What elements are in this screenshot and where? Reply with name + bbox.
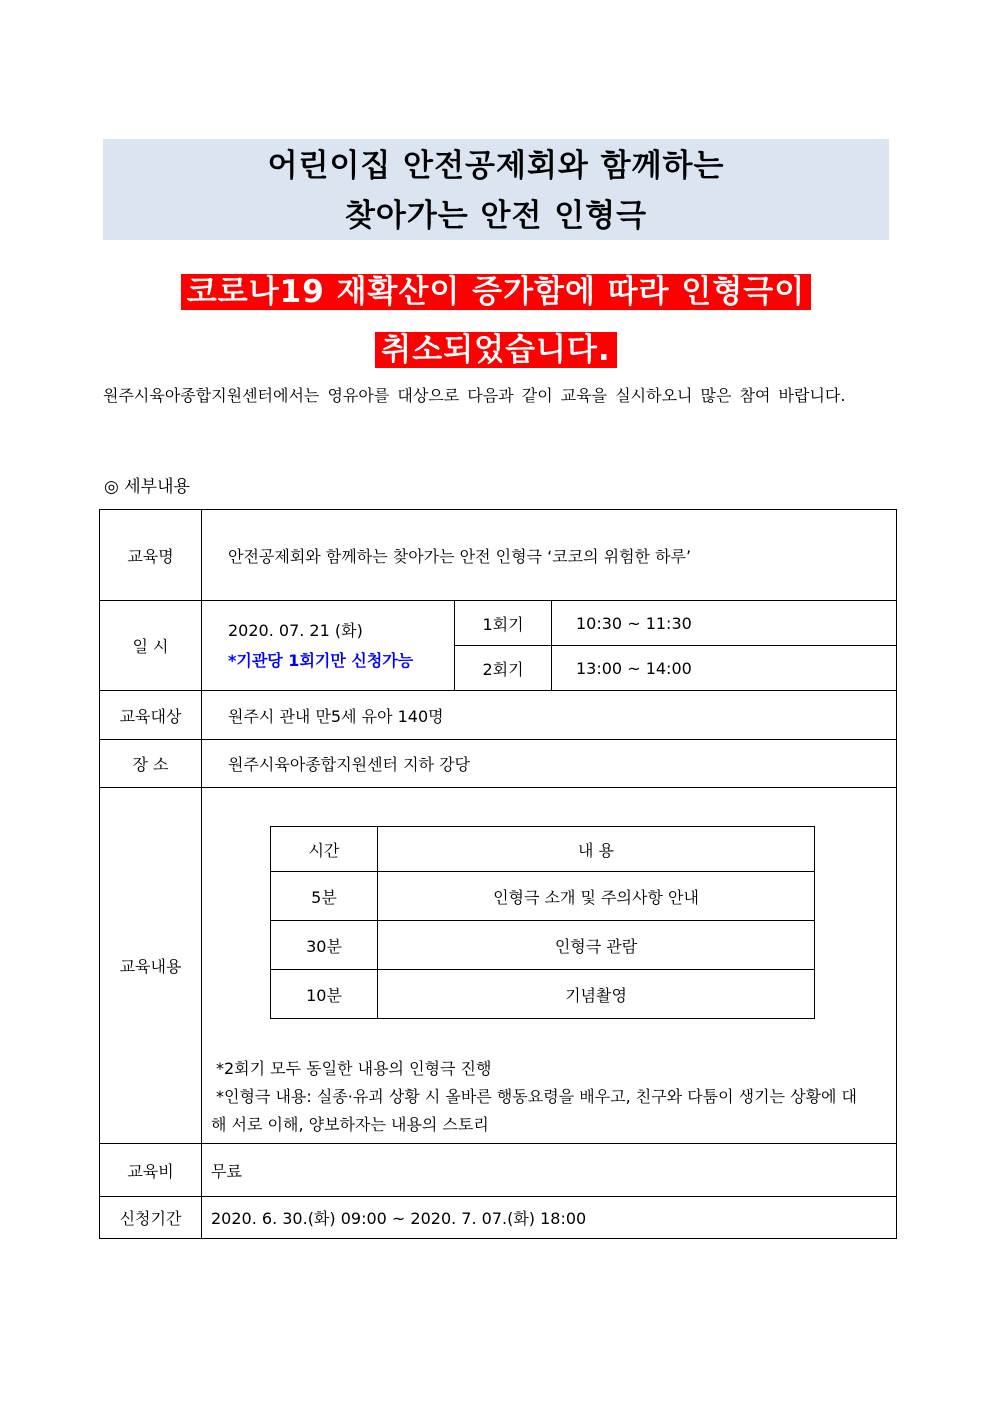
title-banner — [103, 139, 889, 240]
cancel-notice-text-2: 취소되었습니다. — [375, 332, 616, 368]
schedule-header-time: 시간 — [271, 827, 378, 872]
row-date-1 — [100, 601, 897, 646]
row-content — [100, 788, 897, 1144]
schedule-row-content: 기념촬영 — [378, 970, 815, 1019]
details-table — [99, 509, 897, 1239]
date-note: *기관당 1회기만 신청가능 — [228, 650, 414, 670]
date-cell — [202, 601, 455, 691]
session-2-time: 13:00 ~ 14:00 — [552, 646, 897, 691]
content-note-2: *인형극 내용: 실종·유괴 상황 시 올바른 행동요령을 배우고, 친구와 다툼이 생기는 상황에 대해 서로 이해, 양보하자는 내용의 스토리 — [211, 1087, 858, 1134]
content-cell — [202, 788, 897, 1144]
schedule-row — [271, 872, 815, 921]
schedule-row — [271, 970, 815, 1019]
section-heading: ◎ 세부내용 — [104, 477, 190, 497]
session-1-name: 1회기 — [455, 601, 552, 646]
session-2-name: 2회기 — [455, 646, 552, 691]
schedule-row-content: 인형극 소개 및 주의사항 안내 — [378, 872, 815, 921]
target-value: 원주시 관내 만5세 유아 140명 — [202, 691, 897, 740]
apply-value: 2020. 6. 30.(화) 09:00 ~ 2020. 7. 07.(화) 18:00 — [202, 1197, 897, 1239]
target-label: 교육대상 — [100, 691, 202, 740]
intro-paragraph: 원주시육아종합지원센터에서는 영유아를 대상으로 다음과 같이 교육을 실시하오니 많은 참여 바랍니다. — [103, 386, 846, 405]
title-line-2: 찾아가는 안전 인형극 — [344, 198, 648, 234]
place-label: 장 소 — [100, 740, 202, 788]
date-label: 일 시 — [100, 601, 202, 691]
course-name-value: 안전공제회와 함께하는 찾아가는 안전 인형극 ‘코코의 위험한 하루’ — [202, 510, 897, 601]
fee-value: 무료 — [202, 1144, 897, 1197]
course-name-label: 교육명 — [100, 510, 202, 601]
row-place — [100, 740, 897, 788]
place-value: 원주시육아종합지원센터 지하 강당 — [202, 740, 897, 788]
schedule-header-content: 내 용 — [378, 827, 815, 872]
schedule-row — [271, 921, 815, 970]
content-label: 교육내용 — [100, 788, 202, 1144]
row-course-name — [100, 510, 897, 601]
cancel-notice-line-1 — [0, 271, 992, 313]
date-value: 2020. 07. 21 (화) — [228, 620, 363, 640]
schedule-row-time: 30분 — [271, 921, 378, 970]
content-note-1: *2회기 모두 동일한 내용의 인형극 진행 — [216, 1059, 492, 1078]
schedule-row-time: 5분 — [271, 872, 378, 921]
schedule-table — [270, 826, 815, 1019]
cancel-notice-line-2 — [0, 329, 992, 371]
schedule-row-time: 10분 — [271, 970, 378, 1019]
row-apply-period — [100, 1197, 897, 1239]
schedule-header-row — [271, 827, 815, 872]
schedule-row-content: 인형극 관람 — [378, 921, 815, 970]
title-line-1: 어린이집 안전공제회와 함께하는 — [267, 148, 725, 184]
cancel-notice-text-1: 코로나19 재확산이 증가함에 따라 인형극이 — [181, 274, 811, 310]
row-target — [100, 691, 897, 740]
session-1-time: 10:30 ~ 11:30 — [552, 601, 897, 646]
fee-label: 교육비 — [100, 1144, 202, 1197]
apply-label: 신청기간 — [100, 1197, 202, 1239]
row-fee — [100, 1144, 897, 1197]
